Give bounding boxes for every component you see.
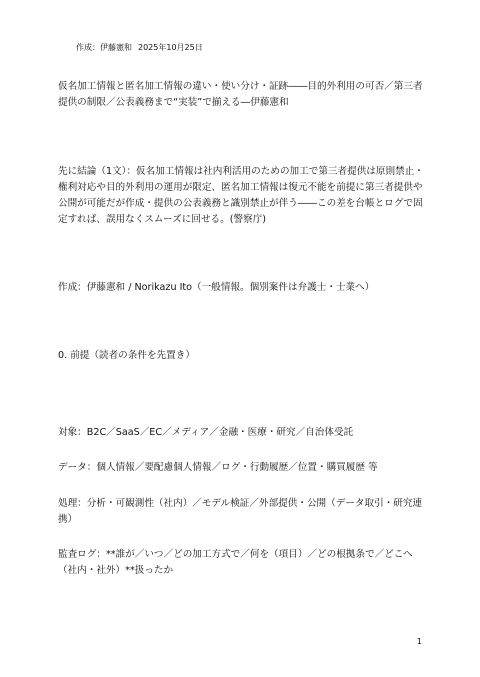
section-heading: 0. 前提（読者の条件を先置き） (58, 350, 195, 361)
data-line: データ：個人情報／要配慮個人情報／ログ・行動履歴／位置・購買履歴 等 (58, 462, 378, 473)
summary-paragraph: 先に結論（1文）：仮名加工情報は社内利活用のための加工で第三者提供は原則禁止・権利対応や目的外利用の運用が限定、匿名加工情報は復元不能を前提に第三者提供や公開が可能だが作成・提供の公表義務と識別禁止が伴う――この差を台帳とログで固定すれば、誤用なくスムーズに回せる。(警察庁) (58, 166, 424, 225)
target-line: 対象：B2C／SaaS／EC／メディア／金融・医療・研究／自治体受託 (58, 427, 354, 438)
page-number: 1 (416, 637, 422, 646)
author-label: 作成：伊藤憲和 (76, 43, 132, 52)
processing-line: 処理：分析・可観測性（社内）／モデル検証／外部提供・公開（データ取引・研究連携） (58, 498, 423, 525)
document-date: 2025年10月25日 (138, 43, 203, 52)
document-header (76, 42, 203, 54)
document-title: 仮名加工情報と匿名加工情報の違い・使い分け・証跡――目的外利用の可否／第三者提供の制限／公表義務まで“実装”で揃える―伊藤憲和 (58, 81, 423, 108)
audit-log-line: 監査ログ：**誰が／いつ／どの加工方式で／何を（項目）／どの根拠条で／どこへ（社内・社外）**扱ったか (58, 549, 413, 576)
author-line: 作成：伊藤憲和 / Norikazu Ito（一般情報。個別案件は弁護士・士業へ） (58, 282, 375, 293)
